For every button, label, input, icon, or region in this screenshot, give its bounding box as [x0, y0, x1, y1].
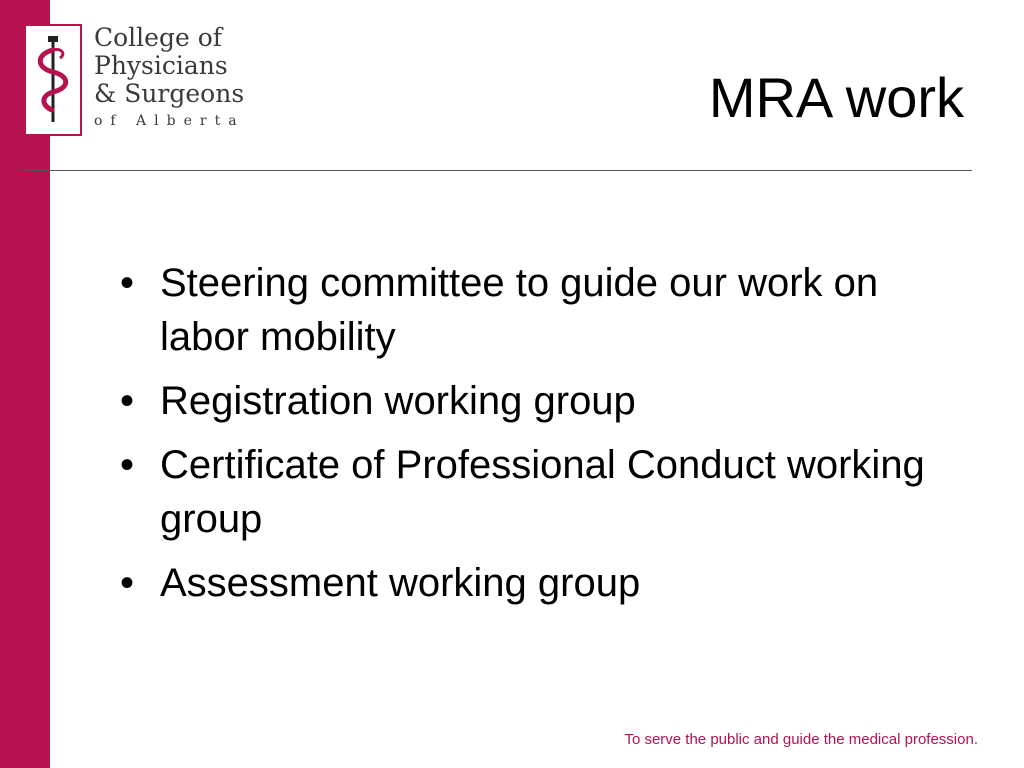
- bullet-text: Certificate of Professional Conduct working group: [160, 443, 925, 541]
- logo-wordmark: [94, 24, 245, 132]
- bullet-icon: •: [120, 379, 135, 423]
- bullet-icon: •: [120, 443, 135, 487]
- bullet-item: [120, 256, 940, 364]
- bullet-item: [120, 374, 940, 428]
- bullet-text: Steering committee to guide our work on labor mobility: [160, 261, 879, 359]
- title-divider: [24, 170, 972, 171]
- logo-line-1: College of: [94, 23, 223, 52]
- bullet-text: Assessment working group: [160, 561, 641, 605]
- bullet-list: [120, 256, 940, 620]
- bullet-icon: •: [120, 261, 135, 305]
- logo-line-3: & Surgeons: [94, 79, 245, 108]
- college-logo: [24, 24, 264, 140]
- bullet-item: [120, 438, 940, 546]
- bullet-item: [120, 556, 940, 610]
- footer-tagline: To serve the public and guide the medical profession.: [624, 731, 978, 748]
- bullet-text: Registration working group: [160, 379, 636, 423]
- slide-title: MRA work: [708, 66, 964, 129]
- logo-line-2: Physicians: [94, 51, 228, 80]
- logo-line-4: of Alberta: [94, 113, 245, 129]
- bullet-icon: •: [120, 561, 135, 605]
- caduceus-icon: [24, 24, 82, 136]
